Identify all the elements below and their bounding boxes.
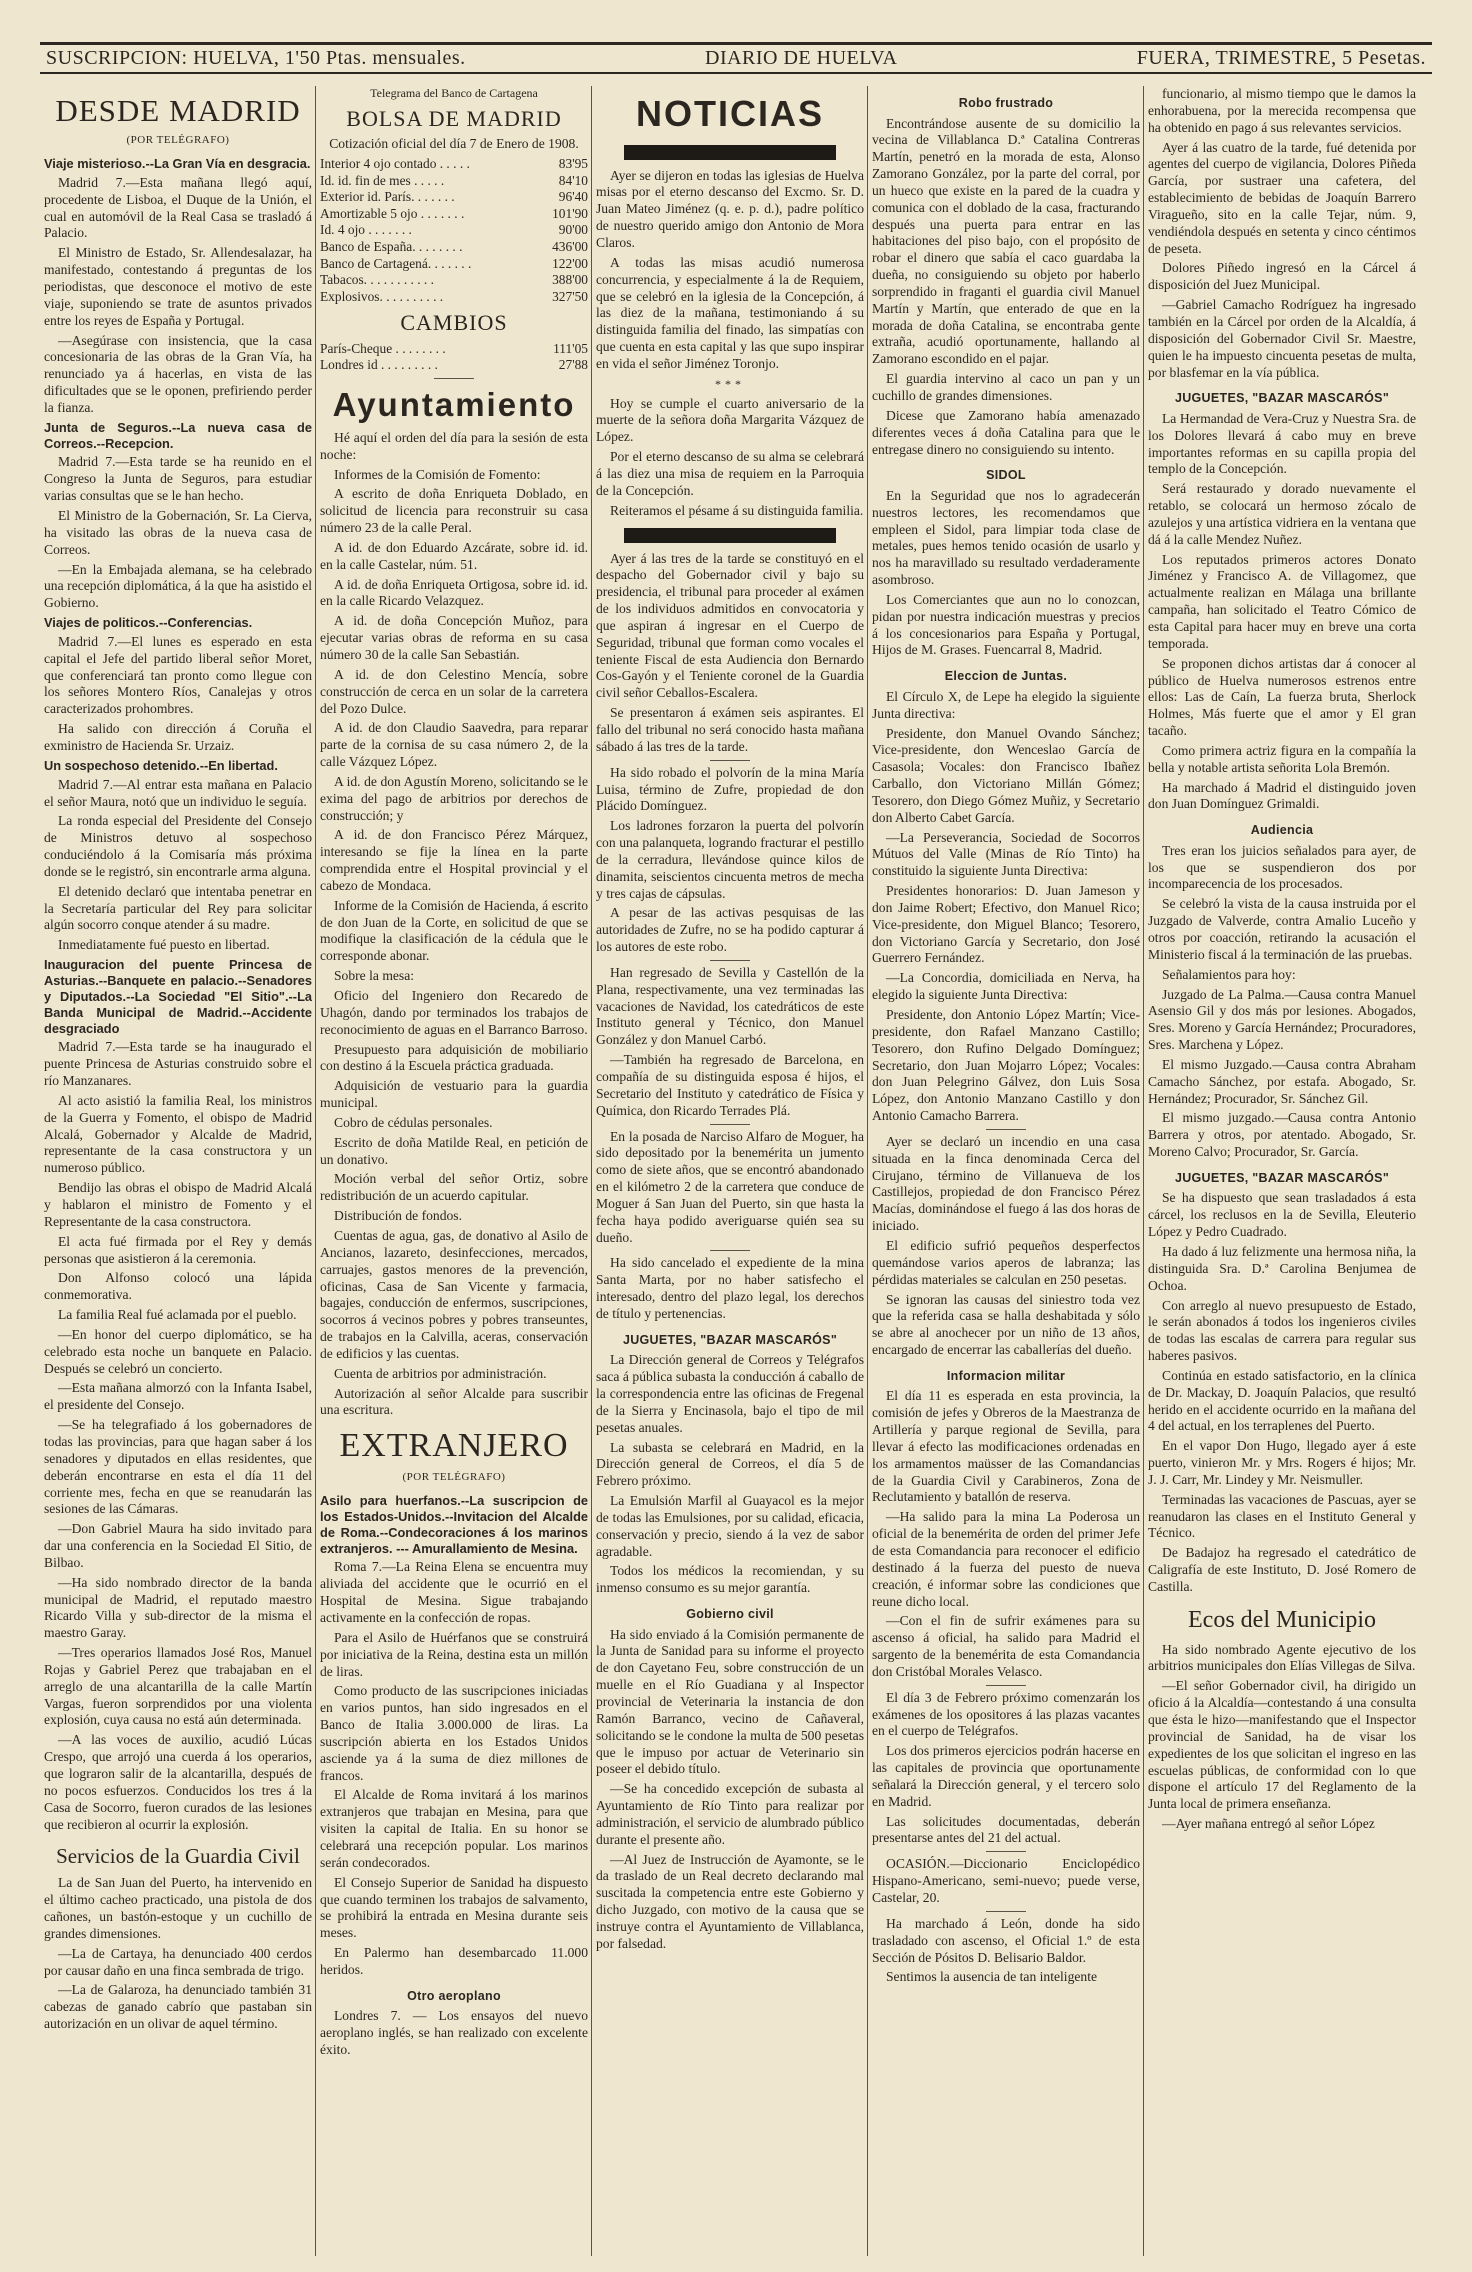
paragraph: Ayer á las cuatro de la tarde, fué detenida por agentes del cuerpo de vigilancia, Dolores Piñeda García, por sustraer una cafetera, del establecimiento de bebidas de Joaquín Barrero Viragueño, sito en la calle Tejar, núm. 9, vendiéndola después en setenta y cinco céntimos de peseta. — [1148, 139, 1416, 256]
cambios-table — [320, 341, 588, 374]
paragraph: —En la Embajada alemana, se ha celebrado una recepción diplomática, á la que ha asistido el Gobierno. — [44, 561, 312, 611]
article-body — [1148, 1642, 1416, 1833]
article-body — [1148, 1190, 1416, 1595]
paragraph: Se ha dispuesto que sean trasladados á esta cárcel, los reclusos en la de Sevilla, Eleuterio López y Pedro Cuadrado. — [1148, 1190, 1416, 1240]
quote-row — [320, 173, 588, 190]
paragraph: —Asegúrase con insistencia, que la casa concesionaria de las obras de la Gran Vía, ha renunciado ya á hacerlas, en vista de las dificultades que se le oponen, prefiriendo perder la fianza. — [44, 332, 312, 415]
paragraph: Se proponen dichos artistas dar á conocer al público de Huelva numerosos estrenos entre ellos: Las de Caín, La fuerza bruta, Sherlock Holmes, Más fuerte que el amor y El gran tacaño. — [1148, 655, 1416, 739]
paragraph: Con arreglo al nuevo presupuesto de Estado, le serán abonados á todos los ingenieros civiles de todas las escalas de carrera para regular sus haberes pasivos. — [1148, 1297, 1416, 1364]
quote-label: Londres id . . . . . . . . . — [320, 357, 438, 373]
paragraph: La familia Real fué aclamada por el pueblo. — [58, 1307, 297, 1323]
paragraph: Informe de la Comisión de Hacienda, á escrito de don Juan de la Corte, en solicitud de que se modifique la clasificación de la cédula que le corresponde abonar. — [320, 897, 588, 964]
paragraph: Inmediatamente fué puesto en libertad. — [58, 937, 270, 953]
paragraph: Escrito de doña Matilde Real, en petición de un donativo. — [320, 1134, 588, 1167]
paragraph: —Ayer mañana entregó al señor López — [1162, 1816, 1375, 1832]
quote-label: Id. id. fin de mes . . . . . — [320, 172, 445, 188]
article-body — [872, 689, 1140, 1125]
masthead — [40, 42, 1432, 74]
paragraph: —En honor del cuerpo diplomático, se ha celebrado esta noche un banquete en Palacio. Después se celebró un concierto. — [44, 1326, 312, 1376]
paragraph: A id. de don Eduardo Azcárate, sobre id. id. en la calle Castelar, núm. 51. — [320, 539, 588, 572]
column-5 — [1148, 86, 1416, 2256]
paragraph: —A las voces de auxilio, acudió Lúcas Crespo, que arrojó una cuerda á los operarios, que lograron salir de la alcantarilla, después de no pocos esfuerzos. Conducidos los tres á la Casa de Socorro, fueron curados de las lesiones que recibieron al ocurrir la explosión. — [44, 1732, 312, 1832]
advert-bazar-mascaros: JUGUETES, "BAZAR MASCARÓS" — [622, 1332, 838, 1347]
paragraph: Señalamientos para hoy: — [1162, 966, 1296, 982]
paragraph: Cuenta de arbitrios por administración. — [334, 1365, 547, 1381]
mourning-band — [624, 145, 836, 160]
divider — [986, 1851, 1026, 1852]
paragraph: —El señor Gobernador civil, ha dirigido un oficio á la Alcaldía—contestando á una consulta que ésta le hizo—manifestando que el Inspector provincial de Sanidad, ha de visar los expedientes de los que solicitan el ingreso en las escuelas públicas, de conformidad con lo que dispone el artículo 17 del Reglamento de la Junta local de primera enseñanza. — [1148, 1678, 1416, 1812]
article-heading: Otro aeroplano — [407, 1988, 501, 2003]
quote-value: 388'00 — [552, 272, 588, 288]
article-heading: Eleccion de Juntas. — [944, 669, 1068, 684]
paragraph: Ha marchado á Madrid el distinguido joven don Juan Domínguez Grimaldi. — [1148, 779, 1416, 812]
paragraph: —Tres operarios llamados José Ros, Manuel Rojas y Gabriel Perez que trabajaban en el arreglo de una alcantarilla de la calle Martín Vargas, fueron sorprendidos por una violenta explosión, cuya causa no está aún determinada. — [44, 1645, 312, 1728]
paragraph: Bendijo las obras el obispo de Madrid Alcalá y hablaron el ministro de Fomento y el Representante de la casa constructora. — [44, 1180, 312, 1229]
paragraph: A id. de doña Concepción Muñoz, para ejecutar varias obras de reforma en su casa número 30 de la calle San Sebastián. — [320, 613, 588, 662]
paragraph: Ayer se declaró un incendio en una casa situada en la finca denominada Cerca del Cirujano, término de Villanueva de los Castillejos, propiedad de don Francisco Pérez Macías, dominándose el fuego á las dos horas de iniciado. — [872, 1133, 1140, 1234]
paragraph: Por el eterno descanso de su alma se celebrará á las diez una misa de requiem en la Parroquia de la Concepción. — [596, 449, 864, 498]
paragraph: A escrito de doña Enriqueta Doblado, en solicitud de licencia para reconstruir su casa número 23 de la calle Peral. — [320, 486, 588, 536]
divider — [710, 1124, 750, 1125]
column-rule — [1143, 86, 1144, 2256]
quote-label: Banco de España. . . . . . . . — [320, 239, 463, 255]
paragraph: Autorización al señor Alcalde para suscribir una escritura. — [320, 1385, 588, 1418]
article-lead: Inauguracion del puente Princesa de Asturias.--Banquete en palacio.--Senadores y Diputados.--La Sociedad "El Sitio".--La Banda Municipal de Madrid.--Accidente desgraciado — [44, 957, 312, 1036]
section-title-noticias: NOTICIAS — [635, 93, 824, 134]
paragraph: En Palermo han desembarcado 11.000 heridos. — [320, 1945, 588, 1977]
article-body — [872, 1134, 1140, 1359]
paragraph: Madrid 7.—Esta tarde se ha inaugurado el puente Princesa de Asturias construido sobre el río Manzanares. — [44, 1039, 312, 1089]
quote-row — [320, 222, 588, 239]
paragraph: Se ignoran las causas del siniestro toda vez que la referida casa se halla deshabitada y sólo se abre al anochecer por un niño de 13 años, encargado de encerrar las caballerías del dueño. — [872, 1291, 1140, 1358]
quote-row — [320, 357, 588, 374]
paragraph: Londres 7. — Los ensayos del nuevo aeroplano inglés, se han realizado con excelente éxito. — [320, 2008, 588, 2057]
paragraph: El día 3 de Febrero próximo comenzarán los exámenes de los opositores á las plazas vacantes en el cuerpo de Telégrafos. — [872, 1689, 1140, 1739]
newspaper-title: DIARIO DE HUELVA — [705, 47, 898, 70]
divider — [710, 960, 750, 961]
paragraph: Madrid 7.—Esta tarde se ha reunido en el Congreso la Junta de Seguros, para estudiar varias consultas que se le han hecho. — [44, 454, 312, 504]
article-lead: Un sospechoso detenido.--En libertad. — [44, 757, 278, 773]
quote-row — [320, 289, 588, 306]
paragraph: Las solicitudes documentadas, deberán presentarse antes del 21 del actual. — [872, 1813, 1140, 1846]
paragraph: Han regresado de Sevilla y Castellón de la Plana, respectivamente, una vez terminadas las vacaciones de Navidad, los catedráticos de este Instituto general y Técnico, don Manuel González y don Manuel Carbó. — [596, 964, 864, 1048]
paragraph: Los Comerciantes que aun no lo conozcan, pidan por nuestra indicación muestras y precios á los concesionarios para España y Portugal, Hijos de M. Grases. Fuencarral 8, Madrid. — [872, 591, 1140, 658]
article-body — [596, 168, 864, 373]
paragraph: —La de Galaroza, ha denunciado también 31 cabezas de ganado cabrío que pastaban sin autorización en un olivar de aquel término. — [44, 1982, 312, 2032]
cambios-title: CAMBIOS — [400, 310, 508, 336]
article-body — [320, 1559, 588, 1978]
paragraph: —Don Gabriel Maura ha sido invitado para dar una conferencia en la Sociedad El Sitio, de Bilbao. — [44, 1521, 312, 1570]
article-body — [596, 396, 864, 520]
paragraph: —Se ha telegrafiado á los gobernadores de todas las provincias, para que hagan saber á los senadores y diputados en ellas residentes, que deberán encontrarse en esta el día 11 del corriente mes, fecha en que se reanudarán las sesiones de las Cámaras. — [44, 1417, 312, 1517]
column-2 — [320, 86, 588, 2256]
paragraph: Ha sido cancelado el expediente de la mina Santa Marta, por no haber satisfecho el interesado, dentro del plazo legal, los derechos de título y pertenencias. — [596, 1255, 864, 1321]
column-rule — [315, 86, 316, 2256]
quote-row — [320, 156, 588, 173]
article-body — [596, 1255, 864, 1322]
paragraph: Moción verbal del señor Ortiz, sobre redistribución de un acuerdo capitular. — [320, 1171, 588, 1204]
article-body — [1148, 86, 1416, 381]
paragraph: Roma 7.—La Reina Elena se encuentra muy aliviada del accidente que le ocurrió en el Hospital de Mesina. Sigue trabajando activamente en la confección de ropas. — [320, 1559, 588, 1626]
paragraph: En la Seguridad que nos lo agradecerán nuestros lectores, les recomendamos que empleen el Sidol, para limpiar toda clase de metales, pues hemos tenido ocasión de usarlo y nos ha maravillado su resultado verdaderamente asombroso. — [872, 487, 1140, 588]
paragraph: El mismo juzgado.—Causa contra Antonio Barrera y otros, por atentado. Abogado, Sr. Moreno Calvo; Procurador, Sr. García. — [1148, 1110, 1416, 1160]
article-body — [44, 156, 312, 1833]
classified-ad: OCASIÓN.—Diccionario Enciclopédico Hispano-Americano, semi-nuevo; puede verse, Castelar, 20. — [872, 1856, 1140, 1905]
article-body — [596, 551, 864, 756]
paragraph: Encontrándose ausente de su domicilio la vecina de Villablanca D.ª Catalina Contreras Martín, penetró en la morada de esta, Alonso Zamorano González, por la parte del corral, por un hueco que existe en la pared de la cuadra y comunica con el doblado de la casa, fracturando después una puerta para entrar en las habitaciones del piso bajo, con el propósito de robar el dinero que sabía el caco guardaba la dueña, no consiguiendo su objeto por haberlo sorprendido in fraganti el guardia civil Manuel Martín y Martín, que enterado de que en la morada de doña Catalina, se encontraba gente extraña, acudió oportunamente, hallando al Zamorano escondido en el pajar. — [872, 115, 1140, 367]
article-body — [320, 2008, 588, 2059]
divider — [710, 760, 750, 761]
subscription-local: SUSCRIPCION: HUELVA, 1'50 Ptas. mensuales. — [46, 47, 466, 70]
section-title-desde-madrid: DESDE MADRID — [55, 93, 301, 128]
divider — [986, 1685, 1026, 1686]
paragraph: Tres eran los juicios señalados para ayer, de los que se suspendieron dos por incomparecencia de los procesados. — [1148, 842, 1416, 892]
article-heading: Gobierno civil — [686, 1607, 774, 1622]
paragraph: Ha marchado á León, donde ha sido trasladado con ascenso, el Oficial 1.º de esta Sección de Pósitos D. Belisario Baldor. — [872, 1915, 1140, 1965]
paragraph: La Dirección general de Correos y Telégrafos saca á pública subasta la conducción á caballo de la correspondencia entre las oficinas de Fregenal de la Sierra y Encinasola, bajo el tipo de mil pesetas anuales. — [596, 1352, 864, 1435]
quote-value: 84'10 — [558, 172, 588, 188]
paragraph: Juzgado de La Palma.—Causa contra Manuel Asensio Gil y dos más por lesiones. Abogados, Sres. Moreno y García Hernández; Procuradores, Sres. Marchena y López. — [1148, 986, 1416, 1053]
paragraph: A id. de don Celestino Mencía, sobre construcción de cerca en un solar de la carretera del Pozo Dulce. — [320, 666, 588, 716]
paragraph: Ayer se dijeron en todas las iglesias de Huelva misas por el eterno descanso del Excmo. Sr. D. Juan Mateo Jiménez (q. e. p. d.), padre político de nuestro querido amigo don Antonio de Mora Claros. — [596, 167, 864, 250]
quote-value: 83'95 — [558, 155, 588, 171]
paragraph: —La Perseverancia, Sociedad de Socorros Mútuos del Valle (Minas de Río Tinto) ha constituido la siguiente Junta Directiva: — [872, 829, 1140, 879]
quote-label: Amortizable 5 ojo . . . . . . . — [320, 205, 465, 221]
quote-label: Explosivos. . . . . . . . . . — [320, 288, 444, 304]
paragraph: —La Concordia, domiciliada en Nerva, ha elegido la siguiente Junta Directiva: — [872, 970, 1140, 1003]
paragraph: Los ladrones forzaron la puerta del polvorín con una palanqueta, logrando fracturar el pestillo de la cerradura, llevándose quince kilos de dinamita, seiscientos cincuenta metros de mecha y tres cajas de cápsulas. — [596, 818, 864, 901]
paragraph: Madrid 7.—Esta mañana llegó aquí, procedente de Lisboa, el Duque de la Unión, el cual en automóvil de la Real Casa se trasladó á Palacio. — [44, 174, 312, 241]
paragraph: Todos los médicos la recomiendan, y su inmenso consumo es su mejor garantía. — [596, 1563, 864, 1596]
bank-telegram-kicker: Telegrama del Banco de Cartagena — [370, 86, 538, 100]
paragraph: Al acto asistió la familia Real, los ministros de la Guerra y Fomento, el obispo de Madrid Alcalá, Gobernador y Alcalde de Madrid, representante de la casa constructora y un numeroso público. — [44, 1092, 312, 1176]
divider — [986, 1911, 1026, 1912]
article-body — [1148, 411, 1416, 813]
paragraph: Ha sido enviado á la Comisión permanente de la Junta de Sanidad para su informe el proyecto de don Cayetano Feu, sobre construcción de un muelle en el Río Guadiana y al Inspector provincial de Veterinaria la instancia de don Ramón Barranco, vecino de Cañaveral, solicitando se le condone la multa de 500 pesetas que le impuso por actuar de Veterinario sin poseer el debido título. — [596, 1626, 864, 1777]
paragraph: —Ha sido nombrado director de la banda municipal de Madrid, el reputado maestro Ricardo Villa y sub-director de la misma el maestro Garay. — [44, 1574, 312, 1641]
divider — [986, 1129, 1026, 1130]
article-body — [1148, 843, 1416, 1161]
divider — [710, 1250, 750, 1251]
quote-label: París-Cheque . . . . . . . . — [320, 340, 446, 356]
article-body — [872, 488, 1140, 659]
quote-value: 122'00 — [552, 255, 588, 271]
article-body — [872, 1388, 1140, 1680]
quote-row — [320, 239, 588, 256]
article-body — [596, 765, 864, 956]
quote-value: 27'88 — [558, 357, 588, 373]
mourning-band — [624, 528, 836, 543]
paragraph: La ronda especial del Presidente del Consejo de Ministros detuvo al sospechoso conduciéndolo á la Comisaría más próxima donde se le registró, sin encontrarle arma alguna. — [44, 813, 312, 879]
paragraph: Los dos primeros ejercicios podrán hacerse en las capitales de provincia que oportunamente señalará la Dirección general, y el tercero solo en Madrid. — [872, 1743, 1140, 1809]
quote-value: 111'05 — [553, 340, 588, 356]
section-subtitle: (POR TELÉGRAFO) — [126, 134, 230, 147]
quote-label: Id. 4 ojo . . . . . . . — [320, 222, 412, 238]
section-title-ecos-municipio: Ecos del Municipio — [1188, 1606, 1376, 1633]
section-title-ayuntamiento: Ayuntamiento — [332, 385, 576, 423]
article-body — [872, 116, 1140, 459]
paragraph: —La de Cartaya, ha denunciado 400 cerdos por causar daño en una finca sembrada de trigo. — [44, 1945, 312, 1978]
section-title-extranjero: EXTRANJERO — [339, 1427, 569, 1465]
paragraph: Don Alfonso colocó una lápida conmemorativa. — [44, 1270, 312, 1303]
paragraph: funcionario, al mismo tiempo que le damos la enhorabuena, por la merecida recompensa que ha obtenido en pago á sus relevantes servicios. — [1148, 86, 1416, 135]
paragraph: Cuentas de agua, gas, de donativo al Asilo de Ancianos, lazareto, desinfecciones, mercados, carruajes, gastos menores de la prevención, oficinas, Casa de San Vicente y farmacia, bagajes, conducción de enfermos, suscripciones, socorros á vecinos pobres y pobres transeuntes, de trabajos en la Calvilla, aceras, conservación de edificios y las cuentas. — [320, 1227, 588, 1361]
paragraph: Presidente, don Antonio López Martín; Vice-presidente, don Rafael Manzano Castillo; Tesorero, don Rufino Delgado Domínguez; Secretario, don Juan Mojarro López; Vocales: don Juan Pelegrino Gálvez, don Luis Sosa López, don Antonio Manzano Castillo y don Antonio Camacho Barrera. — [872, 1007, 1140, 1124]
column-3 — [596, 86, 864, 2256]
quote-row — [320, 189, 588, 206]
paragraph: El Ministro de Estado, Sr. Allendesalazar, ha manifestado, contestando á preguntas de los periodistas, que desconoce el motivo de este viaje, suponiendo se trate de asuntos privados entre los reyes de España y Portugal. — [44, 245, 312, 328]
paragraph: El edificio sufrió pequeños desperfectos quemándose varios aperos de labranza; las pérdidas materiales se calculan en 250 pesetas. — [872, 1237, 1140, 1287]
paragraph: Madrid 7.—Al entrar esta mañana en Palacio el señor Maura, notó que un individuo le seguía. — [44, 776, 312, 809]
bolsa-subtitle: Cotización oficial del día 7 de Enero de 1908. — [329, 136, 579, 152]
quote-row — [320, 341, 588, 358]
paragraph: Informes de la Comisión de Fomento: — [334, 466, 541, 482]
paragraph: El Ministro de la Gobernación, Sr. La Cierva, ha visitado las obras de la nueva casa de Correos. — [44, 507, 312, 557]
quote-label: Interior 4 ojo contado . . . . . — [320, 155, 470, 171]
article-heading: Informacion militar — [946, 1368, 1066, 1383]
paragraph: El Alcalde de Roma invitará á los marinos extranjeros que trabajan en Mesina, para que visiten la capital de Italia. En su honor se celebrará una recepción popular. Los marinos serán condecorados. — [320, 1787, 588, 1870]
article-body — [596, 965, 864, 1120]
paragraph: La Emulsión Marfil al Guayacol es la mejor de todas las Emulsiones, por su calidad, eficacia, conservación y precio, siendo á la vez de sabor agradable. — [596, 1493, 864, 1559]
paragraph: Como producto de las suscripciones iniciadas en varios puntos, han sido ingresados en el Banco de Italia 3.000.000 de liras. La suscripción abierta en los Estados Unidos asciende ya á la suma de diez millones de francos. — [320, 1683, 588, 1783]
paragraph: Dolores Piñedo ingresó en la Cárcel á disposición del Juez Municipal. — [1148, 260, 1416, 293]
paragraph: Será restaurado y dorado nuevamente el retablo, se colocará un hermoso zócalo de azulejos y una artística vidriera en la ventana que dá á la calle Mendez Nuñez. — [1148, 481, 1416, 547]
quote-value: 101'90 — [552, 205, 588, 221]
article-body — [872, 1916, 1140, 1986]
paragraph: Sobre la mesa: — [334, 968, 415, 984]
quotes-table — [320, 156, 588, 305]
quote-label: Tabacos. . . . . . . . . . . — [320, 272, 434, 288]
paragraph: —Con el fin de sufrir exámenes para su ascenso á oficial, ha salido para Madrid el sargento de la benemérita de esta Comandancia don Cristóbal Morales Velasco. — [872, 1613, 1140, 1679]
paragraph: Presidente, don Manuel Ovando Sánchez; Vice-presidente, don Wenceslao García de Casasola; Vocales: don Francisco Ibañez Carballo, don Victoriano Millán Gómez; Tesorero, don Diego Gómez Muñiz, y Secretario don Alberto Cabet García. — [872, 725, 1140, 825]
article-lead: Viajes de politicos.--Conferencias. — [44, 615, 253, 631]
subscription-outside: FUERA, TRIMESTRE, 5 Pesetas. — [1136, 47, 1426, 70]
paragraph: Hoy se cumple el cuarto aniversario de la muerte de la señora doña Margarita Vázquez de López. — [596, 395, 864, 445]
paragraph: A id. de don Claudio Saavedra, para reparar parte de la cornisa de su casa número 2, de la calle Vázquez López. — [320, 720, 588, 770]
paragraph: A pesar de las activas pesquisas de las autoridades de Zufre, no se ha podido capturar á los autores de este robo. — [596, 905, 864, 955]
section-title-guardia-civil: Servicios de la Guardia Civil — [56, 1844, 300, 1869]
paragraph: Ha sido robado el polvorín de la mina María Luisa, término de Zufre, propiedad de don Plácido Domínguez. — [596, 764, 864, 814]
advert-bazar-mascaros: JUGUETES, "BAZAR MASCARÓS" — [1174, 391, 1390, 406]
article-body — [596, 1352, 864, 1597]
divider — [434, 378, 474, 379]
article-body — [320, 430, 588, 1419]
paragraph: A todas las misas acudió numerosa concurrencia, y especialmente á la de Requiem, que se celebró en la iglesia de la Concepción, á las diez de la mañana, testimoniando á su distinguida familia del finado, las simpatías con que cuenta en esta capital y las que supo inspirar en vida el señor Jiménez Toronjo. — [596, 254, 864, 371]
paragraph: Hé aquí el orden del día para la sesión de esta noche: — [320, 429, 588, 462]
paragraph: A id. de don Francisco Pérez Márquez, interesando se fije la línea en la parte comprendida entre el Hospital provincial y el cabezo de Mondaca. — [320, 827, 588, 893]
paragraph: —Gabriel Camacho Rodríguez ha ingresado también en la Cárcel por orden de la Alcaldía, á disposición del Gobernador Civil Sr. Maestre, quien le ha impuesto cincuenta pesetas de multa, por blasfemar en la vía pública. — [1148, 297, 1416, 380]
paragraph: Ha salido con dirección á Coruña el exministro de Hacienda Sr. Urzaiz. — [44, 721, 312, 753]
paragraph: Como primera actriz figura en la compañía la bella y notable artista señorita Lola Bremón. — [1148, 742, 1416, 775]
article-lead: Junta de Seguros.--La nueva casa de Correos.--Recepcion. — [44, 419, 312, 451]
paragraph: Ha sido nombrado Agente ejecutivo de los arbitrios municipales don Elías Villegas de Silva. — [1148, 1641, 1416, 1674]
paragraph: Adquisición de vestuario para la guardia municipal. — [320, 1078, 588, 1111]
paragraph: —Al Juez de Instrucción de Ayamonte, se le da traslado de un Real decreto declarando mal suscitada la competencia entre este Gobierno y dicho Juzgado, con motivo de la causa que se instruye contra el Ayuntamiento de Villablanca, por falsedad. — [596, 1851, 864, 1951]
paragraph: Reiteramos el pésame á su distinguida familia. — [610, 502, 864, 518]
article-body — [872, 1690, 1140, 1848]
paragraph: El día 11 es esperada en esta provincia, la comisión de jefes y Obreros de la Maestranza de Artillería y parque regional de Sevilla, para llevar á efecto las modificaciones ordenadas en los armamentos maüsser de las Comandancias de la Guardia Civil y Carabineros, Zona de Reclutamiento y batallón de reserva. — [872, 1388, 1140, 1505]
paragraph: De Badajoz ha regresado el catedrático de Caligrafía de este Instituto, D. José Romero de Castilla. — [1148, 1545, 1416, 1594]
column-rule — [591, 86, 592, 2256]
column-rule — [867, 86, 868, 2256]
separator-stars: *** — [715, 376, 745, 391]
quote-value: 90'00 — [558, 222, 588, 238]
article-lead: Asilo para huerfanos.--La suscripcion de los Estados-Unidos.--Invitacion del Alcalde de Roma.--Condecoraciones á los marinos extranjeros. --- Amurallamiento de Mesina. — [320, 1493, 588, 1556]
article-heading: Audiencia — [1250, 823, 1314, 838]
article-heading: Robo frustrado — [958, 96, 1054, 110]
paragraph: Presidentes honorarios: D. Juan Jameson y don Jaime Robert; Efectivo, don Manuel Rico; Vice-presidente, don Miguel Blanco; Tesorero, don Victoriano García y Secretario, don José Guerrero Fernández. — [872, 883, 1140, 966]
advert-bazar-mascaros: JUGUETES, "BAZAR MASCARÓS" — [1174, 1170, 1390, 1185]
paragraph: Presupuesto para adquisición de mobiliario con destino á la Escuela práctica graduada. — [320, 1041, 588, 1074]
paragraph: Para el Asilo de Huérfanos que se construirá por iniciativa de la Reina, destina esta un millón de liras. — [320, 1629, 588, 1679]
article-body — [44, 1875, 312, 2033]
paragraph: El Círculo X, de Lepe ha elegido la siguiente Junta directiva: — [872, 688, 1140, 721]
quote-label: Exterior id. París. . . . . . . — [320, 189, 455, 205]
paragraph: —Ha salido para la mina La Poderosa un oficial de la benemérita de orden del primer Jefe de esta Comandancia para reconocer el edificio destinado á la fuerza del puesto de nueva creación, é informar sobre las condiciones que reune dicho local. — [872, 1509, 1140, 1609]
paragraph: El Consejo Superior de Sanidad ha dispuesto que cuando terminen los trabajos de salvamento, se prohibirá la entrada en Mesina durante seis meses. — [320, 1874, 588, 1941]
paragraph: —También ha regresado de Barcelona, en compañía de su distinguida esposa é hijos, el Secretario del Instituto y catedrático de Física y Química, don Ricardo Terrades Plá. — [596, 1052, 864, 1118]
article-body — [596, 1627, 864, 1953]
paragraph: Oficio del Ingeniero don Recaredo de Uhagón, dando por terminados los trabajos de reconocimiento de aguas en el Barranco Barroso. — [320, 988, 588, 1037]
paragraph: Ha dado á luz felizmente una hermosa niña, la distinguida Sra. D.ª Carolina Benjumea de Ochoa. — [1148, 1243, 1416, 1293]
quote-value: 436'00 — [552, 239, 588, 255]
paragraph: Sentimos la ausencia de tan inteligente — [886, 1969, 1098, 1985]
paragraph: El guardia intervino al caco un pan y un cuchillo de grandes dimensiones. — [872, 371, 1140, 403]
paragraph: El detenido declaró que intentaba penetrar en la Secretaría particular del Rey para solicitar algún socorro conque atender á su madre. — [44, 883, 312, 933]
quote-label: Banco de Cartagená. . . . . . . — [320, 255, 472, 271]
paragraph: La Hermandad de Vera-Cruz y Nuestra Sra. de los Dolores llevará á cabo muy en breve importantes reformas en su capilla propia del templo de la Concepción. — [1148, 410, 1416, 477]
paragraph: Dicese que Zamorano había amenazado diferentes veces á doña Catalina para que le entregase dinero no consiguiendo su intento. — [872, 407, 1140, 457]
paragraph: —Esta mañana almorzó con la Infanta Isabel, el presidente del Consejo. — [44, 1380, 312, 1413]
quote-row — [320, 256, 588, 273]
quote-row — [320, 206, 588, 223]
paragraph: En la posada de Narciso Alfaro de Moguer, ha sido depositado por la benemérita un jumento como de siete años, que se encontró abandonado en el kilómetro 2 de la carretera que conduce de Moguer á San Juan del Puerto, sin que hasta la fecha haya podido averiguarse quién sea su dueño. — [596, 1128, 864, 1245]
paragraph: Los reputados primeros actores Donato Jiménez y Francisco A. de Villagomez, que actualmente realizan en Málaga una brillante campaña, han solicitado el Teatro Cómico de esta Capital para hacer muy en breve una corta temporada. — [1148, 551, 1416, 651]
paragraph: Cobro de cédulas personales. — [334, 1114, 493, 1130]
paragraph: Ayer á las tres de la tarde se constituyó en el despacho del Gobernador civil y bajo su presidencia, el tribunal para proceder al exámen de los individuos admitidos en convocatoria y que aspiran á ingresar en el Cuerpo de Seguridad, tribunal que forman como vocales el teniente Fiscal de esta Audiencia don Bernardo Cos-Gayón y el Teniente coronel de la Guardia civil señor Ceballos-Escalera. — [596, 550, 864, 701]
quote-value: 96'40 — [558, 189, 588, 205]
paragraph: Continúa en estado satisfactorio, en la clínica de Dr. Mackay, D. Joaquín Palacios, que resultó herido en el accidente ocurrido en la mañana del 4 del actual, en los terraplenes del Puerto. — [1148, 1367, 1416, 1434]
paragraph: Se presentaron á exámen seis aspirantes. El fallo del tribunal no será conocido hasta mañana sábado á las tres de la tarde. — [596, 705, 864, 754]
paragraph: Madrid 7.—El lunes es esperado en esta capital el Jefe del partido liberal señor Moret, que conferenciará tan pronto como llegue con los señores Montero Ríos, Canalejas y otros caracterizados prohombres. — [44, 633, 312, 717]
paragraph: La subasta se celebrará en Madrid, en la Dirección general de Correos, el día 5 de Febrero próximo. — [596, 1439, 864, 1489]
paragraph: A id. de don Agustín Moreno, solicitando se le exima del pago de arbitrios por derechos de construcción; y — [320, 773, 588, 823]
article-body — [596, 1129, 864, 1247]
paragraph: A id. de doña Enriqueta Ortigosa, sobre id. id. en la calle Ricardo Velazquez. — [320, 576, 588, 609]
article-lead: Viaje misterioso.--La Gran Vía en desgracia. — [44, 156, 311, 172]
paragraph: La de San Juan del Puerto, ha intervenido en el último cacheo practicado, una pistola de dos cañones, un bastón-estoque y un cuchillo de grandes dimensiones. — [44, 1875, 312, 1941]
paragraph: Terminadas las vacaciones de Pascuas, ayer se reanudaron las clases en el Instituto General y Técnico. — [1148, 1491, 1416, 1541]
article-heading: SIDOL — [986, 468, 1026, 483]
column-1 — [44, 86, 312, 2256]
paragraph: En el vapor Don Hugo, llegado ayer á este puerto, vinieron Mr. y Mrs. Rogers é hijos; Mr. J. J. Carr, Mr. Lindey y Mr. Neismuller. — [1148, 1438, 1416, 1487]
column-4 — [872, 86, 1140, 2256]
section-subtitle: (POR TELÉGRAFO) — [402, 1471, 506, 1484]
paragraph: Distribución de fondos. — [334, 1208, 462, 1224]
paragraph: —Se ha concedido excepción de subasta al Ayuntamiento de Río Tinto para realizar por administración, el servicio de alumbrado público durante el presente año. — [596, 1781, 864, 1847]
paragraph: Se celebró la vista de la causa instruida por el Juzgado de Valverde, contra Amalio Luceño y otros por coacción, retirando la acusación el Ministerio fiscal á la terminación de las pruebas. — [1148, 896, 1416, 962]
paragraph: El acta fué firmada por el Rey y demás personas que asistieron á la ceremonia. — [44, 1233, 312, 1266]
quote-row — [320, 272, 588, 289]
quote-value: 327'50 — [552, 288, 588, 304]
paragraph: El mismo Juzgado.—Causa contra Abraham Camacho Sánchez, por estafa. Abogado, Sr. Hernández; Procurador, Sr. Sánchez Gil. — [1148, 1056, 1416, 1106]
bolsa-title: BOLSA DE MADRID — [346, 105, 562, 131]
